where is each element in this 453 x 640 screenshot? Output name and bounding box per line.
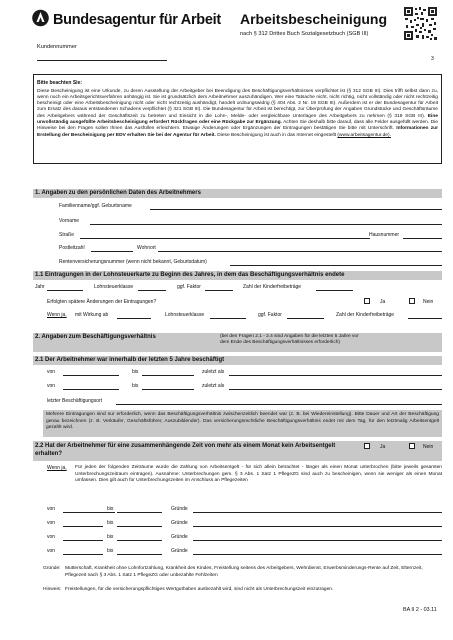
gap1-from-label: von xyxy=(47,506,56,512)
last-place-label: letzter Beschäftigungsort xyxy=(47,398,103,404)
gap3-to-field[interactable] xyxy=(117,540,162,541)
customer-number-label: Kundennummer xyxy=(37,44,77,50)
changes-yes-checkbox[interactable] xyxy=(364,298,370,304)
gap4-from-label: von xyxy=(47,548,56,554)
gap3-reasons-field[interactable] xyxy=(193,540,442,541)
no-pay-instruction: Für jeden der folgenden Zeiträume wurde die Zahlung von Arbeitsentgelt - für sich allein betrachtet - länger als einen Monat unterbrochen (bitte jeweils gesamten Unterbrechungszeitraum eintragen). Ausnahme: Unterbrechungen gem. § 3 Abs. 1 Satz 1 PflegeZG sind auch zu bescheinigen, wenn sie weniger als einen Monat umfassen. Dies gilt auch für Unterbrechungszeiten im Anschluss an Pflegezeiten xyxy=(75,465,442,484)
gap2-to-field[interactable] xyxy=(117,526,162,527)
gap4-to-label: bis xyxy=(107,548,114,554)
street-label: Straße xyxy=(59,232,75,238)
house-number-label: Hausnummer xyxy=(369,232,400,238)
if-yes-label: Wenn ja, xyxy=(47,312,67,318)
emp1-as-label: zuletzt als xyxy=(202,369,225,375)
section1-1-heading: 1.1 Eintragungen in der Lohnsteuerkarte zu Beginn des Jahres, in dem das Beschäftigungsverhältnis endete xyxy=(35,271,345,278)
page-title: Arbeitsbescheinigung xyxy=(240,11,388,27)
reasons-footnote xyxy=(43,566,442,579)
no-pay-yes-checkbox[interactable] xyxy=(364,443,370,449)
reasons-footnote-text: Mutterschaft, Krankheit ohne Lohnfortzahlung, Krankheit des Kindes, Freistellung seitens des Arbeitgebers, Wehrdienst, Erwerbsminderungs-Rente auf Zeit, Elternzeit, Pflegezeit nach § 3 Abs. 1 Satz 1 PflegeZG oder unbezahlte Fehlzeiten xyxy=(65,566,423,578)
section2-note: (bei den Fragen 2.1 - 2.4 sind Angaben für die letzten 5 Jahre vor dem Ende des Beschäftigungsverhältnisses erforderlich) xyxy=(220,334,359,345)
street-field[interactable] xyxy=(80,238,370,239)
section2-1-note: Mehrere Eintragungen sind nur erforderlich, wenn das Beschäftigungsverhältnis zwischenzeitlich beendet war (z. B. bei Wiedereinstellung). Bitte Dauer und Art der Beschäftigung genau bezeichnen (z. B. Verkäufer, Geschäftsführer, Auszubildender). Das versicherungsrechtliche Beschäftigungsverhältnis endet mit dem Tag, für den letztmalig Arbeitsentgelt gezahlt wird. xyxy=(46,412,439,431)
no-pay-no-checkbox[interactable] xyxy=(409,443,415,449)
gap1-to-label: bis xyxy=(107,506,114,512)
eagle-logo-icon xyxy=(32,7,49,29)
notice-text-2: Achten Sie deshalb bitte darauf, dass alle Felder ausgefüllt werden. Die Hinweise bei den Fragen sollen Ihnen das Ausfüllen erleichtern. Etwaige Änderungen oder Ergänzungen der Eintragungen bestätigen Sie bitte mit Unterschrift. xyxy=(37,119,438,132)
year-label: Jahr xyxy=(35,284,45,290)
website-link[interactable]: (www.arbeitsagentur.de). xyxy=(337,132,391,138)
gap3-to-label: bis xyxy=(107,534,114,540)
notice-box xyxy=(33,74,442,164)
page-subtitle: nach § 312 Drittes Buch Sozialgesetzbuch (SGB III) xyxy=(240,31,369,37)
gap2-reasons-label: Gründe xyxy=(171,520,188,526)
pension-number-field[interactable] xyxy=(230,265,442,266)
changes-question: Erfolgten spätere Änderungen der Eintragungen? xyxy=(47,299,157,305)
emp2-from-field[interactable] xyxy=(63,389,119,390)
section2-heading: 2. Angaben zum Beschäftigungsverhältnis xyxy=(35,334,156,340)
hint-text: Freistellungen, für die versicherungspflichtiges Wertguthaben ausbezahlt wird, sind nicht als Unterbrechungszeit einzutragen. xyxy=(65,587,334,592)
section2-1-note-box xyxy=(43,410,442,437)
postal-code-label: Postleitzahl xyxy=(59,245,85,251)
emp1-from-label: von xyxy=(47,369,56,375)
factor-field[interactable] xyxy=(205,290,233,291)
city-field[interactable] xyxy=(158,251,442,252)
agency-name: Bundesagentur für Arbeit xyxy=(53,12,221,28)
notice-text-1: Diese Bescheinigung ist eine Urkunde, zu deren Ausstellung der Arbeitgeber bei Beendigung des Beschäftigungsverhältnisses verpflichtet ist (§ 312 SGB III). Dies trifft selbst dann zu, wenn noch ein Arbeitsgerichtsverfahren anhängig ist. Sie ist grundsätzlich dem Arbeitnehmer auszuhändigen. Wer eine Tatsache nicht, nicht richtig, nicht vollständig oder nicht rechtzeitig bescheinigt oder eine Arbeitsbescheinigung nicht oder nicht rechtzeitig aushändigt, handelt ordnungswidrig (§ 404 Abs. 2 Nr. 19 SGB III). Außerdem ist er der Bundesagentur für Arbeit zum Ersatz des daraus entstandenen Schadens verpflichtet (§ 321 SGB III). Die Bundesagentur für Arbeit ist berechtigt, zur Überprüfung der Angaben Grundstücke und Geschäftsräume des Arbeitgebers während der Geschäftszeit zu betreten und Einsicht in die Lohn-, Melde- oder vergleichbare Unterlagen des Arbeitgebers zu nehmen (§ 319 SGB III). xyxy=(37,88,438,119)
changes-no-label: Nein xyxy=(423,299,434,305)
no-pay-no-label: Nein xyxy=(423,444,434,450)
effective-field[interactable] xyxy=(117,318,151,319)
gap4-reasons-field[interactable] xyxy=(193,554,442,555)
customer-number-field[interactable] xyxy=(37,60,167,61)
gap2-to-label: bis xyxy=(107,520,114,526)
year-field[interactable] xyxy=(47,290,83,291)
section2-1-heading: 2.1 Der Arbeitnehmer war innerhalb der letzten 5 Jahre beschäftigt xyxy=(35,356,225,363)
agency-logo xyxy=(32,7,49,29)
tax-class-label: Lohnsteuerklasse xyxy=(94,284,134,290)
section2-2-heading: 2.2 Hat der Arbeitnehmer für eine zusammenhängende Zeit von mehr als einem Monat kein Arbeitsentgelt erhalten? xyxy=(35,442,336,457)
emp2-to-field[interactable] xyxy=(142,389,194,390)
child-allowance-label: Zahl der Kinderfreibeträge xyxy=(243,284,302,290)
gap3-from-field[interactable] xyxy=(63,540,103,541)
effective-label: mit Wirkung ab xyxy=(75,312,109,318)
gap4-to-field[interactable] xyxy=(117,554,162,555)
postal-code-field[interactable] xyxy=(91,251,133,252)
tax-class2-field[interactable] xyxy=(210,318,246,319)
emp1-to-field[interactable] xyxy=(142,375,194,376)
emp1-from-field[interactable] xyxy=(63,375,119,376)
factor-label: ggf. Faktor xyxy=(177,284,201,290)
gap4-reasons-label: Gründe xyxy=(171,548,188,554)
first-name-label: Vorname xyxy=(59,218,80,224)
emp2-from-label: von xyxy=(47,383,56,389)
emp1-as-field[interactable] xyxy=(229,375,442,376)
notice-body xyxy=(37,89,438,139)
changes-yes-label: Ja xyxy=(380,299,386,305)
gap1-reasons-label: Gründe xyxy=(171,506,188,512)
gap2-from-field[interactable] xyxy=(63,526,103,527)
family-name-field[interactable] xyxy=(150,209,442,210)
emp2-as-field[interactable] xyxy=(229,389,442,390)
pension-number-label: Rentenversicherungsnummer (wenn nicht bekannt, Geburtsdatum) xyxy=(59,259,207,265)
hint-footnote xyxy=(43,587,442,594)
hint-label: Hinweis: xyxy=(43,587,62,592)
gap4-from-field[interactable] xyxy=(63,554,103,555)
gap3-reasons-label: Gründe xyxy=(171,534,188,540)
tax-class-field[interactable] xyxy=(138,290,166,291)
factor2-label: ggf. Faktor xyxy=(258,312,282,318)
family-name-label: Familienname/ggf. Geburtsname xyxy=(59,203,132,209)
reasons-footnote-label: Gründe: xyxy=(43,566,61,571)
house-number-field[interactable] xyxy=(403,238,442,239)
last-place-field[interactable] xyxy=(116,404,442,405)
gap2-reasons-field[interactable] xyxy=(193,526,442,527)
no-pay-yes-label: Ja xyxy=(380,444,386,450)
first-name-field[interactable] xyxy=(90,224,442,225)
changes-no-checkbox[interactable] xyxy=(409,298,415,304)
gap1-to-field[interactable] xyxy=(117,512,162,513)
gap2-from-label: von xyxy=(47,520,56,526)
child-allowance2-label: Zahl der Kinderfreibeträge xyxy=(336,312,395,318)
qr-code-icon xyxy=(403,6,438,41)
factor2-field[interactable] xyxy=(287,318,324,319)
notice-bold-1: Eine unvollständig ausgefüllte Arbeitsbescheinigung erfordert Rückfragen oder eine Rückgabe zur Ergänzung. xyxy=(37,113,438,125)
city-label: Wohnort xyxy=(137,245,156,251)
no-pay-if-yes-label: Wenn ja, xyxy=(47,465,67,471)
emp2-as-label: zuletzt als xyxy=(202,383,225,389)
notice-heading: Bitte beachten Sie: xyxy=(37,80,83,86)
page-number: 3 xyxy=(431,56,434,62)
gap1-reasons-field[interactable] xyxy=(193,512,442,513)
notice-bold-2: Informationen zur Erstellung der Bescheinigung per EDV erhalten Sie bei der Agentur für Arbeit. xyxy=(37,126,438,138)
gap3-from-label: von xyxy=(47,534,56,540)
child-allowance2-field[interactable] xyxy=(408,318,442,319)
child-allowance-field[interactable] xyxy=(316,290,353,291)
emp2-to-label: bis xyxy=(132,383,139,389)
notice-text-3: Diese Bescheinigung ist auch in das Internet eingestellt xyxy=(217,132,337,138)
section1-heading: 1. Angaben zu den persönlichen Daten des Arbeitnehmers xyxy=(35,189,201,196)
tax-class2-label: Lohnsteuerklasse xyxy=(165,312,205,318)
form-code: BA II 2 - 03.11 xyxy=(403,607,437,613)
emp1-to-label: bis xyxy=(132,369,139,375)
